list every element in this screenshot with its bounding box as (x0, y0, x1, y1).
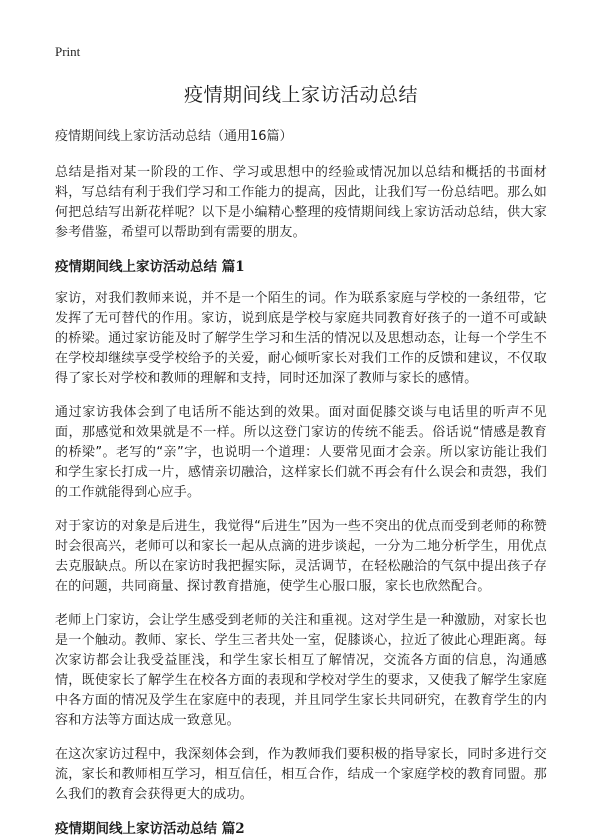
section-heading-1: 疫情期间线上家访活动总结 篇1 (55, 259, 245, 275)
document-subtitle: 疫情期间线上家访活动总结（通用16篇） (55, 129, 293, 144)
section-1-paragraph-2: 通过家访我体会到了电话所不能达到的效果。面对面促膝交谈与电话里的听声不见面，那感觉和效果就是不一样。所以这登门家访的传统不能丢。俗话说“情感是教育的桥梁”。老写的“亲”字，也说明一个道理：人要常见面才会亲。所以家访能让我们和学生家长打成一片，感情亲切融洽，这样家长们就不再会有什么误会和责怨，我们的工作就能得到心应手。 (55, 405, 547, 500)
section-1-paragraph-5: 在这次家访过程中，我深刻体会到，作为教师我们要积极的指导家长，同时多进行交流，家长和教师相互学习，相互信任，相互合作，结成一个家庭学校的教育同盟。那么我们的教育会获得更大的成功。 (55, 747, 547, 802)
print-link[interactable]: Print (55, 44, 81, 59)
page-title: 疫情期间线上家访活动总结 (183, 84, 418, 106)
section-heading-2: 疫情期间线上家访活动总结 篇2 (55, 821, 245, 837)
intro-paragraph: 总结是指对某一阶段的工作、学习或思想中的经验或情况加以总结和概括的书面材料，写总结有利于我们学习和工作能力的提高，因此，让我们写一份总结吧。那么如何把总结写出新花样呢？以下是小编精心整理的疫情期间线上家访活动总结，供大家参考借鉴，希望可以帮助到有需要的朋友。 (55, 165, 547, 240)
section-1-paragraph-1: 家访，对我们教师来说，并不是一个陌生的词。作为联系家庭与学校的一条纽带，它发挥了无可替代的作用。家访，说到底是学校与家庭共同教育好孩子的一道不可或缺的桥梁。通过家访能及时了解学生学习和生活的情况以及思想动态，让每一个学生不在学校却继续享受学校给予的关爱，耐心倾听家长对我们工作的反馈和建议，不仅取得了家长对学校和教师的理解和支持，同时还加深了教师与家长的感情。 (55, 291, 547, 386)
section-1-paragraph-4: 老师上门家访，会让学生感受到老师的关注和重视。这对学生是一种激励，对家长也是一个触动。教师、家长、学生三者共处一室，促膝谈心，拉近了彼此心理距离。每次家访都会让我受益匪浅，和学生家长相互了解情况，交流各方面的信息，沟通感情，既使家长了解学生在校各方面的表现和学校对学生的要求，又使我了解学生家庭中各方面的情况及学生在家庭中的表现，并且同学生家长共同研究，在教育学生的内容和方法等方面达成一致意见。 (55, 613, 547, 728)
section-1-paragraph-3: 对于家访的对象是后进生，我觉得“后进生”因为一些不突出的优点而受到老师的称赞时会很高兴，老师可以和家长一起从点滴的进步谈起，一分为二地分析学生，用优点去克服缺点。所以在家访时我把握实际，灵活调节，在轻松融洽的气氛中提出孩子存在的问题，共同商量、探讨教育措施，使学生心服口服，家长也欣然配合。 (55, 519, 547, 594)
